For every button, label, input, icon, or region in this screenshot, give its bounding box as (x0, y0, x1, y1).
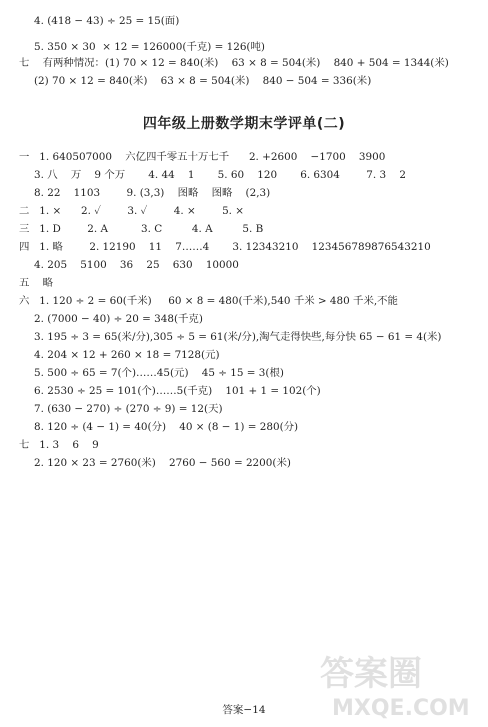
answer-line: 五 略 (19, 277, 53, 289)
answer-line: 8. 120 ÷ (4 − 1) = 40(分) 40 × (8 − 1) = 280(分) (34, 421, 299, 433)
watermark-url: MXQE.COM (332, 696, 470, 721)
answer-line: 七 有两种情况：(1) 70 × 12 = 840(米) 63 × 8 = 504(米) 840 + 504 = 1344(米) (19, 57, 449, 69)
answer-line: 4. 205 5100 36 25 630 10000 (34, 259, 239, 271)
answer-line: 二 1. × 2. ✓ 3. ✓ 4. × 5. × (19, 205, 244, 217)
answer-line: 七 1. 3 6 9 (19, 439, 99, 451)
answer-line: 六 1. 120 ÷ 2 = 60(千米) 60 × 8 = 480(千米),540 千米 > 480 千米,不能 (19, 295, 398, 307)
answer-line: 5. 500 ÷ 65 = 7(个)……45(元) 45 ÷ 15 = 3(根) (34, 367, 284, 379)
answer-line: 一 1. 640507000 六亿四千零五十万七千 2. +2600 −1700 3900 (19, 151, 386, 163)
answer-line: 5. 350 × 30 × 12 = 126000(千克) = 126(吨) (34, 41, 265, 53)
answer-line: 三 1. D 2. A 3. C 4. A 5. B (19, 223, 264, 235)
section-title: 四年级上册数学期末学评单(二) (142, 116, 346, 132)
page-number: 答案−14 (222, 704, 266, 716)
answer-line: 7. (630 − 270) ÷ (270 ÷ 9) = 12(天) (34, 403, 223, 415)
answer-line: 4. 204 × 12 + 260 × 18 = 7128(元) (34, 349, 220, 361)
answer-line: 3. 195 ÷ 3 = 65(米/分),305 ÷ 5 = 61(米/分),淘气走得快些,每分快 65 − 61 = 4(米) (34, 331, 442, 343)
watermark-title: 答案圈 (320, 654, 422, 694)
answer-line: 2. (7000 − 40) ÷ 20 = 348(千克) (34, 313, 203, 325)
answer-line: 3. 八 万 9 个万 4. 44 1 5. 60 120 6. 6304 7. 3 2 (34, 169, 406, 181)
answer-line: 6. 2530 ÷ 25 = 101(个)……5(千克) 101 + 1 = 102(个) (34, 385, 321, 397)
answer-line: 四 1. 略 2. 12190 11 7……4 3. 12343210 123456789876543210 (19, 241, 431, 253)
answer-line: (2) 70 × 12 = 840(米) 63 × 8 = 504(米) 840 − 504 = 336(米) (34, 75, 372, 87)
answer-line: 2. 120 × 23 = 2760(米) 2760 − 560 = 2200(米) (34, 457, 291, 469)
answer-line: 8. 22 1103 9. (3,3) 图略 图略 (2,3) (34, 187, 271, 199)
answer-line: 4. (418 − 43) ÷ 25 = 15(面) (34, 15, 180, 27)
